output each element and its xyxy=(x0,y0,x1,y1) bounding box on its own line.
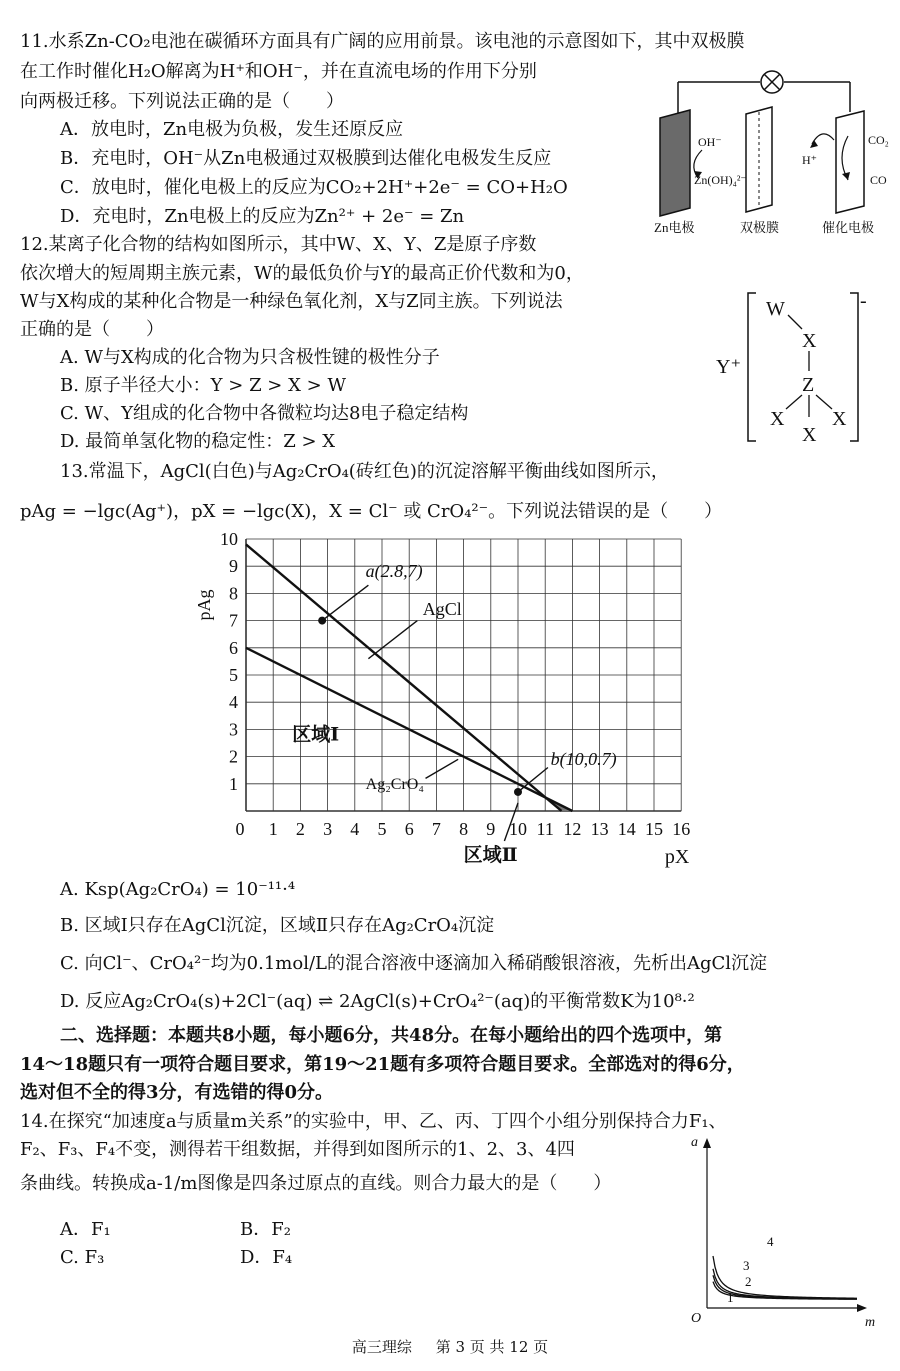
y-cation: Y⁺ xyxy=(716,356,741,378)
x-tick-label: 11 xyxy=(536,819,554,839)
q11-option-d: D．充电时，Zn电极上的反应为Zn²⁺ + 2e⁻ = Zn xyxy=(60,206,465,227)
q14-option-c: C. F₃ xyxy=(60,1247,105,1268)
atom-x-top: X xyxy=(802,330,817,352)
x-tick-label: 10 xyxy=(509,819,527,839)
y-axis-label: pAg xyxy=(194,589,214,621)
h-ion-label: H⁺ xyxy=(802,153,817,167)
q14-option-a: A．F₁ xyxy=(60,1219,111,1240)
point-b-label: b(10,0.7) xyxy=(550,748,617,769)
ag2cro4-pointer xyxy=(426,759,459,778)
curve-label-4: 4 xyxy=(767,1234,774,1249)
x-tick-label: 15 xyxy=(645,819,663,839)
y-tick-label: 2 xyxy=(229,746,238,767)
series-line-agcl xyxy=(246,544,562,811)
q13-option-b: B. 区域Ⅰ只存在AgCl沉淀，区域Ⅱ只存在Ag₂CrO₄沉淀 xyxy=(60,915,495,936)
x-tick-label: 3 xyxy=(323,819,333,839)
q12-option-d: D. 最简单氢化物的稳定性：Z > X xyxy=(60,431,336,452)
q11-option-a: A．放电时，Zn电极为负极，发生还原反应 xyxy=(60,119,404,140)
curve-4 xyxy=(713,1256,857,1298)
y-tick-label: 9 xyxy=(229,556,238,577)
x-tick-label: 1 xyxy=(268,819,278,839)
atom-z: Z xyxy=(802,374,815,396)
q11-stem-line-2: 在工作时催化H₂O解离为H⁺和OH⁻，并在直流电场的作用下分别 xyxy=(20,61,537,82)
q13-option-a: A. Ksp(Ag₂CrO₄) = 10⁻¹¹·⁴ xyxy=(60,879,296,900)
q12-option-c: C. W、Y组成的化合物中各微粒均达8电子稳定结构 xyxy=(60,403,469,424)
zn-electrode-label: Zn电极 xyxy=(654,220,695,235)
y-tick-label: 10 xyxy=(220,529,238,549)
catalytic-electrode-label: 催化电极 xyxy=(822,220,875,235)
q14-option-b: B．F₂ xyxy=(240,1219,291,1240)
q13-option-c: C. 向Cl⁻、CrO₄²⁻均为0.1mol/L的混合溶液中逐滴加入稀硝酸银溶液，先析出AgCl沉淀 xyxy=(60,953,768,974)
anion-charge: - xyxy=(860,290,867,312)
q14-option-d: D．F₄ xyxy=(240,1247,293,1268)
q13-stem-line-2: pAg = −lgc(Ag⁺)，pX = −lgc(X)，X = Cl⁻ 或 CrO₄²⁻。下列说法错误的是（ ） xyxy=(20,501,723,522)
q12-structure-diagram xyxy=(710,285,885,450)
y-tick-label: 7 xyxy=(229,610,238,631)
axis-m-label: m xyxy=(865,1315,876,1330)
q13-stem-line-1: 13.常温下，AgCl(白色)与Ag₂CrO₄(砖红色)的沉淀溶解平衡曲线如图所示， xyxy=(60,461,669,482)
point-a-label: a(2.8,7) xyxy=(365,561,423,582)
region-i-label: 区域Ⅰ xyxy=(292,724,340,746)
section2-line-2: 14～18题只有一项符合题目要求，第19～21题有多项符合题目要求。全部选对的得6分， xyxy=(20,1054,745,1075)
q13-solubility-chart xyxy=(190,525,710,875)
q14-stem-line-1: 14.在探究“加速度a与质量m关系”的实验中，甲、乙、丙、丁四个小组分别保持合力F₁、 xyxy=(20,1111,727,1132)
membrane-label: 双极膜 xyxy=(740,220,780,235)
x-tick-label: 8 xyxy=(459,819,469,839)
q12-stem-line-1: 12.某离子化合物的结构如图所示，其中W、X、Y、Z是原子序数 xyxy=(20,234,537,255)
agcl-pointer xyxy=(368,621,417,659)
atom-w: W xyxy=(766,298,785,320)
x-tick-label: 7 xyxy=(431,819,441,839)
catalytic-electrode xyxy=(836,111,864,213)
x-tick-label: 16 xyxy=(672,819,691,839)
q11-option-b: B．充电时，OH⁻从Zn电极通过双极膜到达催化电极发生反应 xyxy=(60,148,552,169)
atom-x-right: X xyxy=(832,408,847,430)
y-tick-label: 6 xyxy=(229,637,238,658)
series-label-agcl: AgCl xyxy=(422,599,462,620)
zn-electrode xyxy=(660,110,690,216)
origin-label: O xyxy=(691,1311,702,1326)
x-tick-label: 13 xyxy=(590,819,609,839)
x-tick-label: 2 xyxy=(295,819,305,839)
x-tick-label: 12 xyxy=(563,819,582,839)
page-footer xyxy=(0,1336,900,1357)
x-tick-label: 6 xyxy=(404,819,414,839)
curve-label-3: 3 xyxy=(743,1258,750,1273)
y-tick-label: 5 xyxy=(229,665,238,685)
point-a-pointer xyxy=(322,585,368,620)
y-tick-label: 4 xyxy=(229,692,238,713)
q12-option-a: A. W与X构成的化合物为只含极性键的极性分子 xyxy=(60,347,440,368)
q12-option-b: B. 原子半径大小：Y > Z > X > W xyxy=(60,375,346,396)
atom-x-left: X xyxy=(770,408,785,430)
axis-a-label: a xyxy=(691,1135,698,1150)
x-tick-label: 0 xyxy=(235,819,245,839)
x-tick-label: 14 xyxy=(617,819,636,839)
footer-page: 第 3 页 共 12 页 xyxy=(435,1338,549,1356)
q14-acceleration-graph xyxy=(685,1130,885,1330)
x-tick-label: 9 xyxy=(486,819,496,839)
q11-stem-line-1: 11.水系Zn-CO₂电池在碳循环方面具有广阔的应用前景。该电池的示意图如下，其中双极膜 xyxy=(20,31,745,52)
zn-oh4-label: Zn(OH)₄²⁻ xyxy=(694,173,747,187)
curve-label-1: 1 xyxy=(727,1290,734,1305)
q14-stem-line-3: 条曲线。转换成a-1/m图像是四条过原点的直线。则合力最大的是（ ） xyxy=(20,1173,612,1194)
section2-line-3: 选对但不全的得3分，有选错的得0分。 xyxy=(20,1082,334,1103)
x-tick-label: 5 xyxy=(377,819,387,839)
q12-stem-line-3: W与X构成的某种化合物是一种绿色氧化剂，X与Z同主族。下列说法 xyxy=(20,291,563,312)
q12-stem-line-4: 正确的是（ ） xyxy=(20,319,164,340)
y-tick-label: 8 xyxy=(229,583,238,604)
q14-stem-line-2: F₂、F₃、F₄不变，测得若干组数据，并得到如图所示的1、2、3、4四 xyxy=(20,1139,575,1160)
q11-battery-diagram xyxy=(650,60,890,240)
x-axis-label: pX xyxy=(664,846,690,868)
x-tick-label: 4 xyxy=(350,819,360,839)
section2-line-1: 二、选择题：本题共8小题，每小题6分，共48分。在每小题给出的四个选项中，第 xyxy=(60,1025,723,1046)
oh-label: OH⁻ xyxy=(698,135,722,149)
co2-label: CO₂ xyxy=(868,133,889,147)
y-tick-label: 3 xyxy=(229,719,238,740)
q13-option-d: D. 反应Ag₂CrO₄(s)+2Cl⁻(aq) ⇌ 2AgCl(s)+CrO₄²⁻(aq)的平衡常数K为10⁸·² xyxy=(60,991,695,1012)
atom-x-bottom: X xyxy=(802,424,817,446)
curve-label-2: 2 xyxy=(745,1274,752,1289)
q12-stem-line-2: 依次增大的短周期主族元素，W的最低负价与Y的最高正价代数和为0， xyxy=(20,263,584,284)
y-tick-label: 1 xyxy=(229,773,238,794)
q11-option-c: C．放电时，催化电极上的反应为CO₂+2H⁺+2e⁻ = CO+H₂O xyxy=(60,177,568,198)
q11-stem-line-3: 向两极迁移。下列说法正确的是（ ） xyxy=(20,91,344,112)
footer-subject: 高三理综 xyxy=(351,1338,412,1356)
co-label: CO xyxy=(870,173,887,187)
series-label-ag2cro4: Ag₂CrO₄ xyxy=(365,776,424,794)
region-ii-label: 区域Ⅱ xyxy=(463,845,518,866)
